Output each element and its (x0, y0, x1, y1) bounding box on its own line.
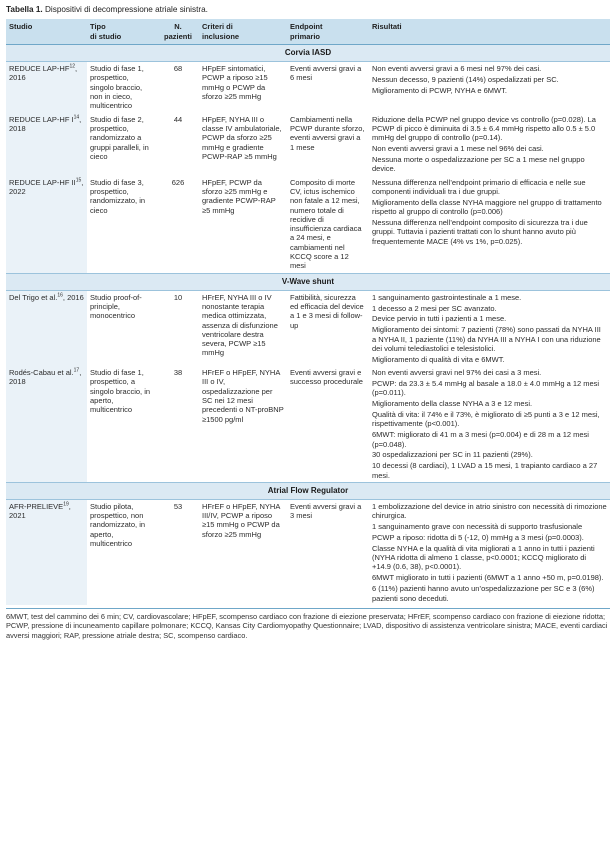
cell-endpoint: Composito di morte CV, ictus ischemico non fatale a 12 mesi, numero totale di recidive di insufficienza cardiaca a 24 mesi, e cambiamenti nel KCCQ score a 12 mesi (290, 177, 362, 271)
study-year: , 2018 (9, 114, 82, 133)
header-npazienti: N. pazienti (157, 19, 199, 45)
result-line: Riduzione della PCWP nel gruppo device vs controllo (p=0.028). La PCWP di picco è diminuita di 3.5 ± 6.4 mmHg rispetto allo 0.5 ± 5.0 mmHg del gruppo di controllo (p=0.14). (372, 114, 596, 143)
cell-criteri: HFpEF, PCWP da sforzo ≥25 mmHg e gradiente PCWP-RAP ≥5 mmHg (202, 177, 276, 215)
result-line: Non eventi avversi gravi a 1 mese nel 96% dei casi. (372, 144, 544, 154)
cell-studio (6, 62, 87, 113)
cell-risultati (369, 366, 610, 482)
caption-text: Dispositivi di decompressione atriale sinistra. (45, 5, 208, 14)
result-line: Classe NYHA e la qualità di vita migliorati a 1 anno in tutti i pazienti (NYHA ridotta di almeno 1 classe, p<0.0001; KCCQ migliorato di +14.9 (0.6, 38), p<0.0001). (372, 543, 595, 572)
cell-criteri: HFrEF o HFpEF, NYHA III/IV, PCWP a riposo ≥15 mmHg o PCWP da sforzo ≥25 mmHg (202, 501, 280, 539)
header-endpoint: Endpoint primario (287, 19, 369, 45)
table-row (6, 366, 610, 482)
header-criteri: Criteri di inclusione (199, 19, 287, 45)
cell-npazienti: 68 (173, 64, 183, 74)
study-reference: 15 (75, 177, 82, 184)
header-tipo: Tipo di studio (87, 19, 157, 45)
result-line: PCWP a riposo: ridotta di 5 (-12, 0) mmHg a 3 mesi (p=0.0003). (372, 532, 584, 542)
result-line: 10 decessi (8 cardiaci), 1 LVAD a 15 mesi, 1 trapianto cardiaco a 27 mesi. (372, 461, 598, 480)
result-line: Miglioramento della classe NYHA maggiore nel gruppo di trattamento rispetto al gruppo di controllo (p=0.006) (372, 197, 602, 217)
cell-npazienti: 626 (171, 177, 185, 187)
cell-risultati (369, 499, 610, 604)
cell-endpoint: Eventi avversi gravi a 6 mesi (290, 64, 362, 83)
devices-table (6, 19, 610, 605)
cell-criteri: HFpEF sintomatici, PCWP a riposo ≥15 mmHg o PCWP da sforzo ≥25 mmHg (202, 64, 268, 102)
study-reference: 16 (57, 292, 63, 299)
result-line: Device pervio in tutti i pazienti a 1 mese. (372, 314, 507, 324)
table-body (6, 45, 610, 605)
study-year: , 2018 (9, 368, 82, 387)
cell-criteri: HFrEF, NYHA III o IV nonostante terapia medica ottimizzata, assenza di disfunzione ventricolare destra severa, PCWP ≥15 mmHg (202, 292, 278, 358)
cell-endpoint: Eventi avversi gravi e successo procedurale (290, 368, 363, 387)
study-reference: 12 (69, 63, 75, 70)
cell-risultati (369, 113, 610, 176)
cell-npazienti: 38 (173, 368, 183, 378)
header-row (6, 19, 610, 45)
result-line: 1 sanguinamento grave con necessità di supporto trasfusionale (372, 522, 583, 532)
result-line: Nessuna differenza nell’endpoint composito di sicurezza tra i due gruppi. Tuttavia i pazienti trattati con lo shunt hanno avuto più frequentemente MACE (4% vs 1%, p=0.025). (372, 218, 588, 246)
section-title: Corvia IASD (6, 45, 610, 62)
cell-tipo: Studio pilota, prospettico, non randomizzato, in aperto, multicentrico (90, 501, 146, 549)
cell-endpoint: Eventi avversi gravi a 3 mesi (290, 501, 362, 521)
table-row (6, 499, 610, 604)
result-line: Miglioramento di qualità di vita e 6MWT. (372, 354, 505, 364)
study-year: , 2022 (9, 177, 84, 196)
cell-tipo: Studio proof-of-principle, monocentrico (90, 292, 142, 321)
result-line: Nessuna differenza nell’endpoint primario di efficacia e nelle sue componenti individuali tra i due gruppi. (372, 177, 586, 196)
cell-risultati (369, 290, 610, 366)
caption-label: Tabella 1. (6, 5, 43, 14)
result-line: 1 sanguinamento gastrointestinale a 1 mese. (372, 292, 522, 302)
result-line: Nessun decesso, 9 pazienti (14%) ospedalizzati per SC. (372, 75, 559, 85)
result-line: 1 embolizzazione del device in atrio sinistro con necessità di rimozione chirurgica. (372, 501, 607, 521)
result-line: Qualità di vita: il 74% e il 73%, è migliorato di ≥5 punti a 3 e 12 mesi, rispettivamente (p<0.001). (372, 410, 600, 429)
cell-tipo: Studio di fase 1, prospettico, a singolo braccio, in aperto, multicentrico (90, 368, 151, 415)
section-header-row (6, 273, 610, 290)
study-year: , 2016 (62, 292, 84, 302)
cell-endpoint: Fattibilità, sicurezza ed efficacia del device a 1 e 3 mesi di follow-up (290, 292, 364, 330)
header-studio: Studio (6, 19, 87, 45)
table-page (6, 0, 610, 640)
result-line: Non eventi avversi gravi nel 97% dei casi a 3 mesi. (372, 368, 542, 378)
study-name: REDUCE LAP-HF I (9, 114, 74, 124)
cell-studio (6, 113, 87, 176)
study-name: REDUCE LAP-HF (9, 64, 70, 74)
cell-npazienti: 44 (173, 114, 183, 124)
cell-studio (6, 176, 87, 273)
cell-tipo: Studio di fase 1, prospettico, singolo braccio, non in cieco, multicentrico (90, 64, 144, 111)
result-line: 1 decesso a 2 mesi per SC avanzato. (372, 303, 497, 313)
cell-risultati (369, 176, 610, 273)
cell-tipo: Studio di fase 3, prospettico, randomizzato, in cieco (90, 177, 146, 215)
table-row (6, 62, 610, 113)
study-reference: 14 (73, 114, 80, 121)
cell-studio (6, 499, 87, 604)
study-reference: 17 (73, 367, 80, 374)
result-line: PCWP: da 23.3 ± 5.4 mmHg al basale a 18.0 ± 4.0 mmHg a 12 mesi (p=0.011). (372, 378, 600, 398)
cell-tipo: Studio di fase 2, prospettico, randomizzato a gruppi paralleli, in cieco (90, 114, 149, 161)
result-line: Miglioramento della classe NYHA a 3 e 12 mesi. (372, 399, 533, 409)
cell-criteri: HFpEF, NYHA III o classe IV ambulatoriale, PCWP da sforzo ≥25 mmHg e gradiente PCWP-RAP ≥5 mmHg (202, 114, 282, 161)
cell-studio (6, 290, 87, 366)
study-name: AFR-PRELIEVE (9, 501, 64, 511)
section-header-row (6, 45, 610, 62)
study-reference: 19 (63, 501, 69, 508)
study-year: , 2021 (9, 501, 71, 521)
result-line: 6 (11%) pazienti hanno avuto un’ospedalizzazione per SC e 3 (6%) pazienti sono deceduti. (372, 584, 595, 603)
result-line: 30 ospedalizzazioni per SC in 11 pazienti (29%). (372, 450, 533, 460)
result-line: Non eventi avversi gravi a 6 mesi nel 97% dei casi. (372, 64, 542, 74)
table-footnote: 6MWT, test del cammino dei 6 min; CV, cardiovascolare; HFpEF, scompenso cardiaco con frazione di eiezione preservata; HFrEF, scompenso cardiaco con frazione di eiezione ridotta; PCWP, pressione di incuneamento capillare polmonare; KCCQ, Kansas City Cardiomyopathy Questionnaire; LVAD, dispositivo di assistenza ventricolare sinistra; MACE, eventi cardiaci avversi maggiori; RAP, pressione atriale destra; SC, scompenso cardiaco. (6, 608, 610, 640)
header-risultati: Risultati (369, 19, 610, 45)
result-line: Nessuna morte o ospedalizzazione per SC a 1 mese nel gruppo device. (372, 155, 585, 174)
cell-studio (6, 366, 87, 482)
result-line: Miglioramento dei sintomi: 7 pazienti (78%) sono passati da NYHA III a NYHA II, 1 paziente (11%) da NYHA III a NYHA I con una riduzione dei volumi telediastolici e telesistolici. (372, 325, 601, 353)
study-year: , 2016 (9, 64, 78, 83)
table-caption (6, 4, 610, 15)
section-header-row (6, 482, 610, 499)
result-line: 6MWT migliorato in tutti i pazienti (6MWT a 1 anno +50 m, p=0.0198). (372, 573, 604, 583)
table-row (6, 176, 610, 273)
cell-criteri: HFrEF o HFpEF, NYHA III o IV, ospedalizzazione per SC nei 12 mesi precedenti o NT-proBNP ≥1500 pg/ml (202, 368, 284, 424)
cell-npazienti: 53 (173, 501, 183, 511)
table-row (6, 290, 610, 366)
cell-npazienti: 10 (173, 292, 183, 302)
study-name: REDUCE LAP-HF II (9, 177, 76, 187)
result-line: 6MWT: migliorato di 41 m a 3 mesi (p=0.004) e di 28 m a 12 mesi (p=0.048). (372, 430, 589, 449)
study-name: Del Trigo et al. (9, 292, 58, 302)
section-title: V-Wave shunt (6, 273, 610, 290)
cell-endpoint: Cambiamenti nella PCWP durante sforzo, eventi avversi gravi a 1 mese (290, 114, 365, 152)
section-title: Atrial Flow Regulator (6, 482, 610, 499)
cell-risultati (369, 62, 610, 113)
study-name: Rodés-Cabau et al. (9, 368, 74, 378)
table-row (6, 113, 610, 176)
result-line: Miglioramento di PCWP, NYHA e 6MWT. (372, 85, 507, 95)
